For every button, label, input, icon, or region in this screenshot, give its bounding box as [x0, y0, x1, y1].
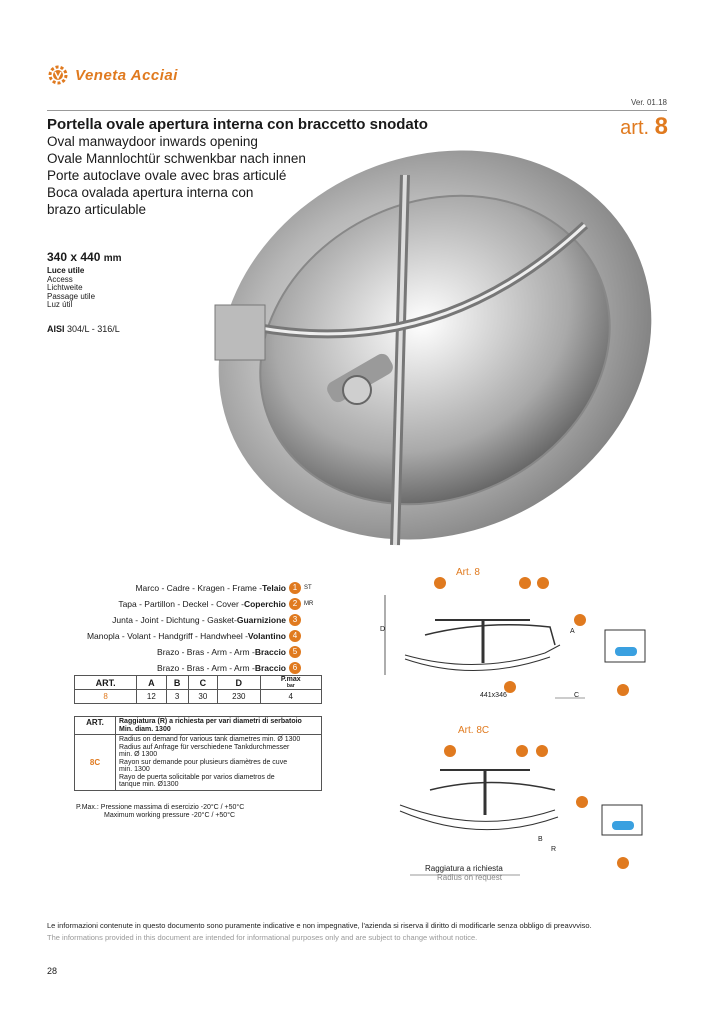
access-labels: Luce utile Access Lichtweite Passage utile Luz útil	[47, 266, 96, 309]
part-number-badge: 1	[289, 582, 301, 594]
size-label: 340 x 440 mm	[47, 250, 122, 264]
dimensions-table: ART. A B C D P.max bar 8 12 3 30 230 4	[74, 675, 322, 704]
disclaimer-en: The informations provided in this document are intended for informational purposes only and are subject to change without notice.	[47, 933, 478, 942]
pressure-note: P.Max.: Pressione massima di esercizio -20°C / +50°C Maximum working pressure -20°C / +50°C	[76, 804, 245, 819]
title-es-1: Boca ovalada apertura interna con	[47, 185, 254, 200]
title-en: Oval manwaydoor inwards opening	[47, 134, 258, 149]
title-de: Ovale Mannlochtür schwenkbar nach innen	[47, 151, 306, 166]
brand-name: Veneta Acciai	[75, 66, 178, 84]
radius-note-en: Radius on request	[437, 873, 502, 882]
dim-label-c: C	[574, 692, 580, 699]
dim-label-b: B	[538, 836, 543, 843]
version-label: Ver. 01.18	[630, 98, 667, 107]
diagram-2-title: Art. 8C	[458, 725, 490, 736]
part-row: Marco - Cadre - Kragen - Frame - Telaio 1 ST	[135, 583, 312, 593]
dim-label-a: A	[570, 628, 575, 635]
material-label: AISI 304/L - 316/L	[47, 324, 120, 334]
page-number: 28	[47, 966, 58, 976]
diagram-1-title: Art. 8	[456, 567, 480, 578]
part-number-badge: 4	[289, 630, 301, 642]
title-es-2: brazo articulable	[47, 202, 147, 217]
part-row: Junta - Joint - Dichtung - Gasket- Guarnizione 3	[40, 612, 320, 628]
radius-table: ART. Raggiatura (R) a richiesta per vari diametri di serbatoio Min. diam. 1300 8C Radius on demand for various tank diametres min. Ø 1300 Radius auf Anfrage für verschiedene Tankdurchmesser min. Ø 1300 Rayon sur demande pour plusieurs diamètres de cuve min. 1300 Rayo de puerta solicitable por varios diametros de tanque min. Ø1300	[74, 716, 322, 791]
product-photo	[205, 145, 665, 555]
disclaimer-it: Le informazioni contenute in questo documento sono puramente indicative e non impegnative, l'azienda si riserva il diritto di modificarle senza obbligo di preavvviso.	[47, 921, 592, 930]
part-row: Tapa - Partillon - Deckel - Cover - Coperchio 2 MR	[118, 599, 314, 609]
part-number-badge: 3	[289, 614, 301, 626]
article-number: art. 8	[620, 113, 668, 140]
gear-logo-icon	[47, 64, 69, 86]
part-number-badge: 5	[289, 646, 301, 658]
radius-note-it: Raggiatura a richiesta	[425, 864, 503, 873]
part-number-badge: 2	[289, 598, 301, 610]
part-row: Brazo - Bras - Arm - Arm - Braccio 5	[40, 644, 320, 660]
title-fr: Porte autoclave ovale avec bras articulé	[47, 168, 287, 183]
parts-list	[40, 580, 320, 676]
technical-drawing-art8	[375, 575, 655, 705]
dim-label-size: 441x346	[480, 692, 507, 699]
part-row: Manopla - Volant - Handgriff - Handwheel - Volantino 4	[40, 628, 320, 644]
title-it: Portella ovale apertura interna con braccetto snodato	[47, 116, 428, 133]
dim-label-r: R	[551, 846, 557, 853]
dim-label-d: D	[380, 626, 386, 633]
table-row: 8 12 3 30 230 4	[75, 690, 322, 704]
part-row: Brazo - Bras - Arm - Arm - Braccio 6	[40, 660, 320, 676]
brand-logo	[47, 64, 178, 86]
part-number-badge: 6	[289, 662, 301, 674]
header-divider	[47, 110, 667, 111]
table-row: 8C Radius on demand for various tank diametres min. Ø 1300 Radius auf Anfrage für verschiedene Tankdurchmesser min. Ø 1300 Rayon sur demande pour plusieurs diamètres de cuve min. 1300 Rayo de puerta solicitable por varios diametros de tanque min. Ø1300	[75, 735, 322, 791]
technical-drawing-art8c	[380, 735, 655, 885]
